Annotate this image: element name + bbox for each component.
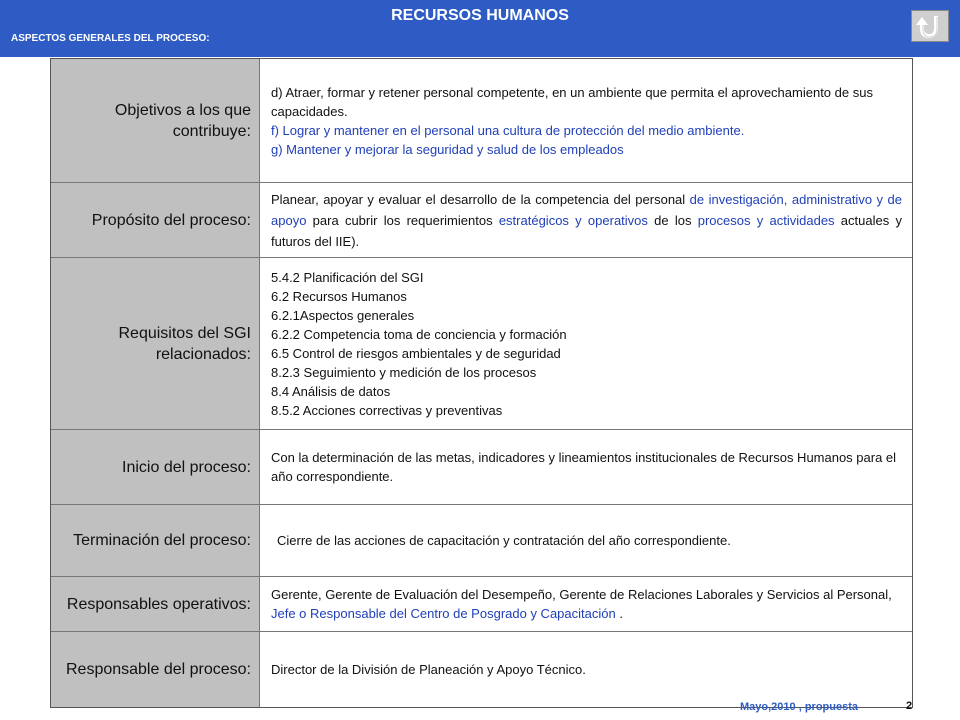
requisito-item: 8.4 Análisis de datos [271,383,391,399]
value-terminacion [260,505,912,576]
value-requisitos [260,258,912,429]
inicio-text: Con la determinación de las metas, indicadores y lineamientos institucionales de Recursos Humanos para el año correspondiente. [271,450,897,484]
terminacion-text: Cierre de las acciones de capacitación y contratación del año correspondiente. [277,533,731,548]
requisito-item: 8.5.2 Acciones correctivas y preventivas [271,402,503,418]
row-proposito [51,183,912,258]
proposito-part: de los [647,212,698,228]
back-arrow-icon [912,11,948,41]
responsables-part: Gerente, Gerente de Evaluación del Desempeño, Gerente de Relaciones Laborales y Servicios al Personal, [271,587,892,602]
row-objetivos [51,59,912,183]
row-terminacion [51,505,912,577]
responsables-highlight: Jefe o Responsable del Centro de Posgrado y Capacitación [271,606,616,621]
row-inicio [51,430,912,505]
requisito-item: 6.2 Recursos Humanos [271,288,407,304]
requisito-item: 5.4.2 Planificación del SGI [271,269,424,285]
page-title: RECURSOS HUMANOS [391,7,569,24]
responsable-proceso-text: Director de la División de Planeación y Apoyo Técnico. [271,662,586,677]
proposito-part: para cubrir los requerimientos [306,212,499,228]
back-button[interactable] [911,10,949,42]
label-responsables-operativos: Responsables operativos: [51,577,260,631]
label-proposito: Propósito del proceso: [51,183,260,257]
row-responsable-proceso [51,632,912,707]
process-table [50,58,913,708]
requisito-item: 8.2.3 Seguimiento y medición de los procesos [271,364,537,380]
proposito-highlight: de investigación, administrativo y de apoyo [271,191,902,228]
label-responsable-proceso: Responsable del proceso: [51,632,260,707]
header-bar [0,0,960,57]
proposito-highlight: procesos y actividades [697,212,835,228]
proposito-part: actuales y futuros del IIE). [271,212,902,249]
page-subtitle: ASPECTOS GENERALES DEL PROCESO: [11,33,210,44]
row-responsables-operativos [51,577,912,632]
value-responsable-proceso [260,632,912,707]
requisito-item: 6.2.1Aspectos generales [271,307,415,323]
requisito-item: 6.2.2 Competencia toma de conciencia y formación [271,326,567,342]
page-number: 2 [906,700,913,712]
responsables-part: . [615,606,623,621]
proposito-part: Planear, apoyar y evaluar el desarrollo de la competencia del personal [271,191,690,207]
objetivo-g: g) Mantener y mejorar la seguridad y salud de los empleados [271,141,624,157]
proposito-highlight: estratégicos y operativos [498,212,648,228]
objetivo-f: f) Lograr y mantener en el personal una cultura de protección del medio ambiente. [271,122,745,138]
objetivo-d: d) Atraer, formar y retener personal competente, en un ambiente que permita el aprovechamiento de sus capacidades. [271,84,873,119]
label-terminacion: Terminación del proceso: [51,505,260,576]
value-objetivos [260,59,912,182]
footer-date: Mayo,2010 , propuesta [740,701,858,713]
value-responsables-operativos [260,577,912,631]
value-inicio [260,430,912,504]
value-proposito [260,183,912,257]
label-inicio: Inicio del proceso: [51,430,260,504]
requisito-item: 6.5 Control de riesgos ambientales y de seguridad [271,345,561,361]
label-requisitos: Requisitos del SGI relacionados: [51,258,260,429]
row-requisitos [51,258,912,430]
label-objetivos: Objetivos a los que contribuye: [51,59,260,182]
